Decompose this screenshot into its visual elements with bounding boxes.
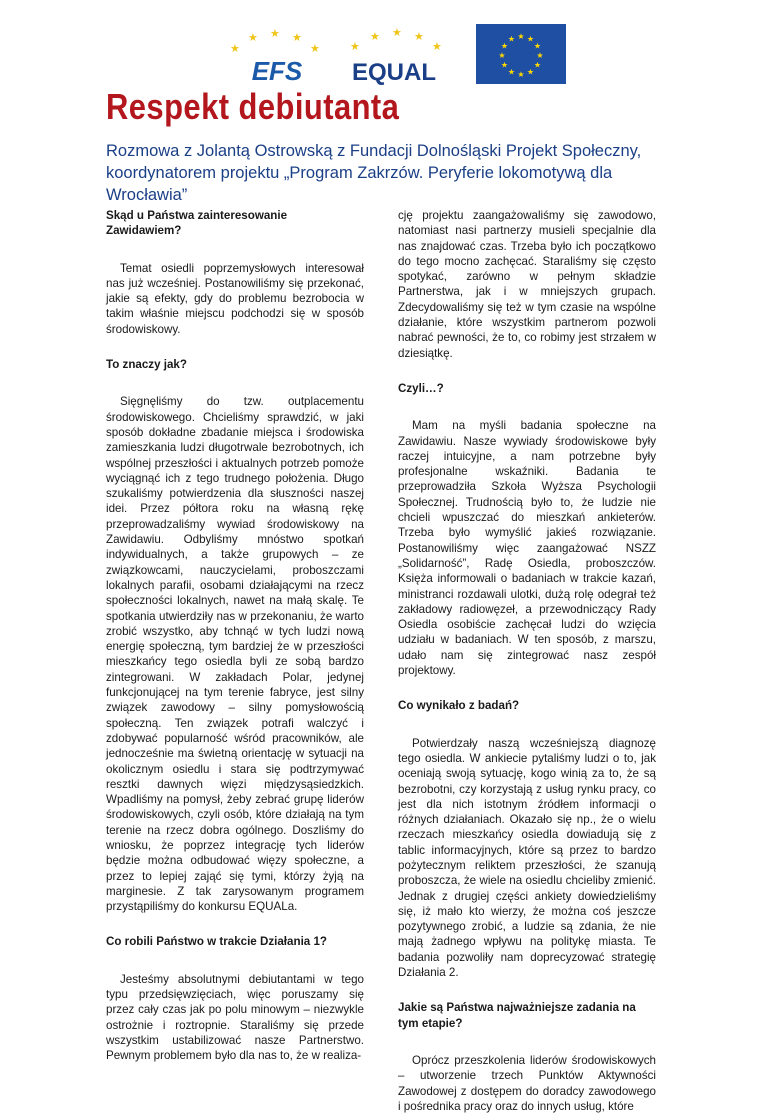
star-icon: ★ [292, 32, 302, 44]
equal-stars [350, 28, 442, 53]
star-icon: ★ [432, 41, 442, 53]
answer-3-continued: cję projektu zaangażowaliśmy się zawodowo, natomiast nasi partnerzy musieli specjalnie dla nas znajdować czas. Trzeba było ich początkowo do tego mocno zachęcać. Staraliśmy się często spotykać, zarówno w pełnym składzie Partnerstwa, jak i w mniejszych grupach. Zdecydowaliśmy się też w tym czasie na wspólne działanie, które wszystkim partnerom pozwoli nabrać pewności, że to, co robimy jest strzałem w dziesiątkę. [398, 209, 656, 360]
star-icon: ★ [310, 43, 320, 55]
star-icon: ★ [536, 51, 544, 60]
star-icon: ★ [414, 31, 424, 43]
star-icon: ★ [517, 70, 525, 79]
left-column [106, 208, 364, 1064]
answer-3: Jesteśmy absolutnymi debiutantami w tego typu przedsięwzięciach, więc poruszamy się przez cały czas jak po polu minowym – niezwykle ostrożnie i roztropnie. Staraliśmy się przede wszystkim ustabilizować nasze Partnerstwo. Pewnym problemem było dla nas to, że w realiza- [106, 972, 364, 1063]
star-icon: ★ [270, 28, 280, 40]
star-icon: ★ [533, 41, 542, 51]
star-icon: ★ [507, 67, 516, 77]
efs-logo-text: EFS [251, 56, 303, 86]
question-1: Skąd u Państwa zainteresowanie Zawidawiem? [106, 209, 288, 238]
question-4: Czyli…? [398, 381, 444, 395]
star-icon: ★ [517, 32, 525, 41]
answer-2: Sięgnęliśmy do tzw. outplacementu środowiskowego. Chcieliśmy sprawdzić, w jaki sposób dokładne zbadanie miejsca i środowiska zamieszkania ludzi długotrwale bezrobotnych, ich wspólnej przeszłości i aktualnych potrzeb pomoże wyciągnąć ich z tego trudnego położenia. Długo szukaliśmy potwierdzenia dla słuszności naszej idei. Przez półtora roku na własną rękę przeprowadzaliśmy wywiad środowiskowy na Zawidawiu. Odbyliśmy mnóstwo spotkań indywidualnych, a także grupowych – ze związkowcami, nauczycielami, proboszczami lokalnych parafii, osobami działającymi na rzecz społeczności lokalnych, nawet na małą skalę. Te spotkania utwierdziły nas w przekonaniu, że warto zrobić wszystko, aby tchnąć w tych ludzi nową energię społeczną, tym bardziej że w przeszłości mieszkańcy tego osiedla byli ze sobą bardzo zintegrowani. W zakładach Polar, jedynej funkcjonującej na tym terenie fabryce, jest silny związek zawodowy – silny pomysłowością społeczną. Ten związek potrafi walczyć i zdobywać popularność wśród pracowników, ale jednocześnie ma świetną orientację w sytuacji na okolicznym osiedlu i stara się podtrzymywać resztki dawnych więzi międzysąsiedzkich. Wpadliśmy na pomysł, żeby zebrać grupę liderów środowiskowych, czyli osób, które działają na tym terenie na rzecz dobra ogólnego. Doszliśmy do wniosku, że poprzez integrację tych liderów będzie można odbudować więzy społeczne, a przez to lepiej zająć się tymi, którzy żyją na marginesie. Z tak zarysowanym programem przystąpiliśmy do konkursu EQUALa. [106, 395, 364, 914]
star-icon: ★ [392, 28, 402, 39]
equal-logo-text: EQUAL [352, 59, 436, 86]
star-icon: ★ [500, 60, 509, 70]
star-icon: ★ [500, 41, 509, 51]
star-icon: ★ [507, 34, 516, 44]
logo-bar [0, 0, 768, 92]
star-icon: ★ [370, 31, 380, 43]
right-column [398, 208, 656, 1114]
star-icon: ★ [526, 67, 535, 77]
efs-stars [230, 28, 320, 55]
star-icon: ★ [230, 43, 240, 55]
star-icon: ★ [248, 32, 258, 44]
question-2: To znaczy jak? [106, 358, 187, 372]
eu-flag-logo [476, 24, 566, 84]
star-icon: ★ [350, 41, 360, 53]
question-6: Jakie są Państwa najważniejsze zadania na tym etapie? [398, 1001, 636, 1030]
answer-4: Mam na myśli badania społeczne na Zawidawiu. Nasze wywiady środowiskowe były raczej intuicyjne, a nam potrzebne były profesjonalne wskaźniki. Badania te przeprowadziła Szkoła Wyższa Psychologii Społecznej. Trudnością było to, że ludzie nie chcieli wpuszczać do mieszkań ankieterów. Trzeba było wymyślić jakieś rozwiązanie. Postanowiliśmy więc zaangażować NSZZ „Solidarność”, Radę Osiedla, proboszczów. Księża informowali o badaniach w trakcie kazań, ministranci rozdawali ulotki, dużą rolę odegrał też zakładowy radiowęzeł, a przewodniczący Rady Osiedla osobiście zachęcał ludzi do wzięcia udziału w badaniach. W ten sposób, z marszu, udało nam się zintegrować nasz zespół projektowy. [398, 419, 656, 678]
answer-6: Oprócz przeszkolenia liderów środowiskowych – utworzenie trzech Punktów Aktywności Zawodowej z dostępem do doradcy zawodowego i pośrednika pracy oraz do innych usług, które [398, 1053, 656, 1113]
article-title: Respekt debiutanta [106, 86, 400, 127]
question-3: Co robili Państwo w trakcie Działania 1? [106, 935, 327, 949]
question-5: Co wynikało z badań? [398, 699, 520, 713]
star-icon: ★ [526, 34, 535, 44]
equal-logo [340, 28, 448, 86]
star-icon: ★ [498, 51, 506, 60]
efs-logo [222, 28, 332, 86]
article-subtitle: Rozmowa z Jolantą Ostrowską z Fundacji Dolnośląski Projekt Społeczny, koordynatorem projektu „Program Zakrzów. Peryferie lokomotywą dla Wrocławia” [106, 142, 642, 204]
star-icon: ★ [533, 60, 542, 70]
answer-1: Temat osiedli poprzemysłowych interesował nas już wcześniej. Postanowiliśmy się przekonać, jakie są efekty, gdy do problemu bezrobocia w takim właśnie miejscu podchodzi się w sposób środowiskowy. [106, 261, 364, 336]
answer-5: Potwierdzały naszą wcześniejszą diagnozę tego osiedla. W ankiecie pytaliśmy ludzi o to, jak oceniają swoją sytuację, kogo winią za to, że są bezrobotni, czy korzystają z usług rynku pracy, co jest dla nich istotnym źródłem informacji o różnych działaniach. Okazało się np., że o wielu rzeczach mieszkańcy osiedla dowiadują się z tablic informacyjnych, które są przez to bardzo pożytecznym reliktem przeszłości, że szanują proboszcza, że wiele na osiedlu chcieliby zmienić. Jednak z drugiej części ankiety dowiedzieliśmy się, iż mało kto wierzy, że można coś jeszcze pozytywnego zrobić, a ludzie są zdania, że nie mają żadnego wpływu na politykę miasta. Te badania pozwoliły nam doprecyzować strategię Działania 2. [398, 736, 656, 980]
